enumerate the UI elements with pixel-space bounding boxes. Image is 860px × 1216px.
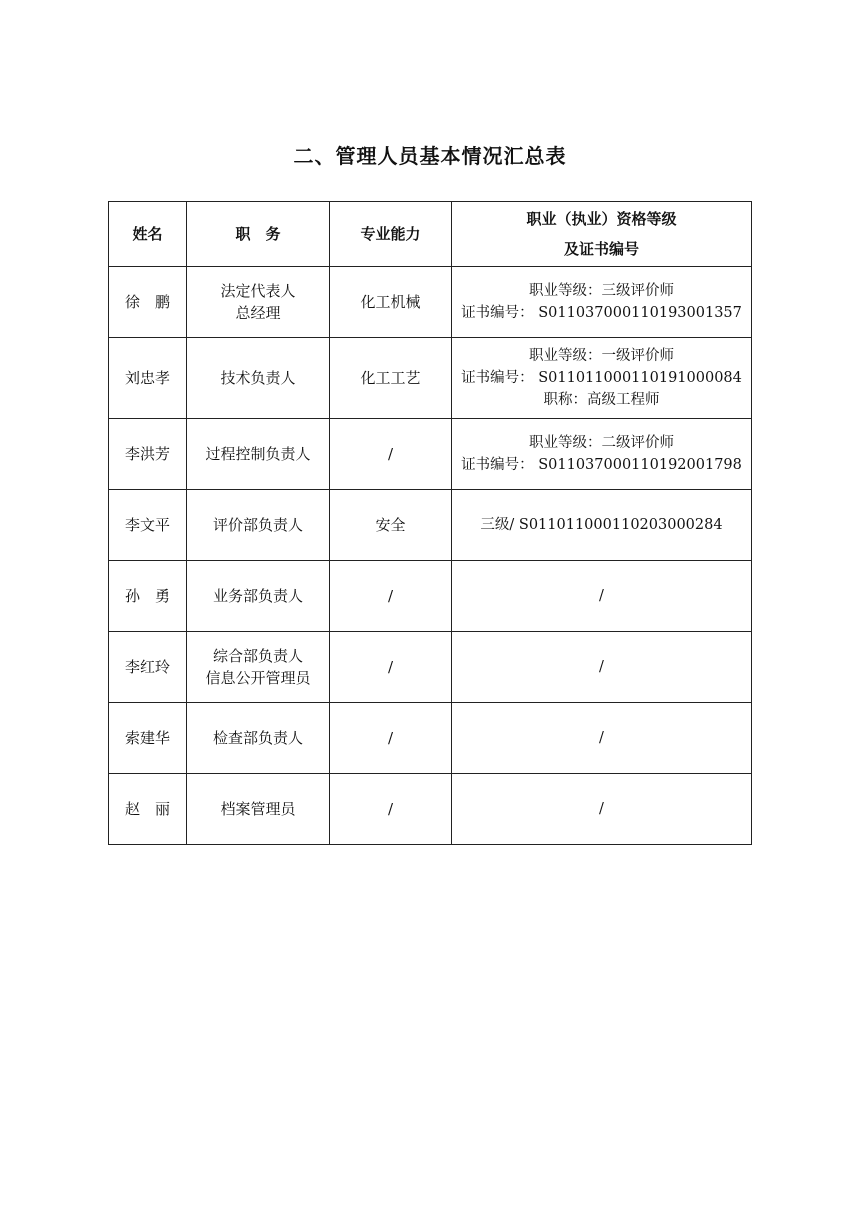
position-line: 业务部负责人 [212, 587, 303, 605]
cell-cert [452, 561, 752, 632]
position-line: 综合部负责人 [212, 647, 303, 665]
cell-name: 李红玲 [109, 632, 187, 703]
cert-line: 证书编号： S011037000110192001798 [461, 457, 742, 473]
cell-name: 徐 鹏 [109, 267, 187, 338]
cell-skill: / [330, 703, 452, 774]
cert-line: 职业等级：二级评价师 [529, 435, 674, 451]
position-line: 过程控制负责人 [205, 445, 311, 463]
position-line: 技术负责人 [220, 369, 296, 387]
cell-position [187, 632, 330, 703]
cell-skill: / [330, 419, 452, 490]
page-title: 二、管理人员基本情况汇总表 [293, 144, 567, 168]
cell-name: 索建华 [109, 703, 187, 774]
cell-skill: / [330, 774, 452, 845]
table-row [109, 419, 752, 490]
cell-skill: / [330, 632, 452, 703]
cell-position [187, 267, 330, 338]
cert-line: 职称：高级工程师 [543, 392, 660, 408]
table-row [109, 490, 752, 561]
cell-position [187, 561, 330, 632]
position-line: 检查部负责人 [212, 729, 303, 747]
header-skill: 专业能力 [330, 202, 452, 267]
cell-name: 刘忠孝 [109, 338, 187, 419]
cell-name: 孙 勇 [109, 561, 187, 632]
cell-cert [452, 267, 752, 338]
cell-cert [452, 632, 752, 703]
cell-name: 李洪芳 [109, 419, 187, 490]
header-cert [452, 202, 752, 267]
cell-position [187, 774, 330, 845]
cell-skill: 化工工艺 [330, 338, 452, 419]
cell-cert [452, 703, 752, 774]
table-row [109, 774, 752, 845]
cert-line: / [599, 801, 604, 817]
table-row [109, 632, 752, 703]
header-cert-line2: 及证书编号 [563, 240, 639, 258]
cell-name: 李文平 [109, 490, 187, 561]
position-line: 法定代表人 [220, 282, 296, 300]
cell-position [187, 703, 330, 774]
table-row [109, 561, 752, 632]
cert-line: 三级/ S011011000110203000284 [480, 517, 723, 533]
cert-line: / [599, 659, 604, 675]
position-line: 总经理 [235, 304, 281, 322]
table-header-row [109, 202, 752, 267]
position-line: 信息公开管理员 [205, 669, 311, 687]
table-row [109, 267, 752, 338]
staff-summary-table [108, 201, 752, 845]
cert-line: 证书编号： S011037000110193001357 [461, 305, 742, 321]
table-row [109, 703, 752, 774]
cell-skill: 化工机械 [330, 267, 452, 338]
table-row [109, 338, 752, 419]
header-name: 姓名 [109, 202, 187, 267]
cell-cert [452, 419, 752, 490]
cert-line: / [599, 730, 604, 746]
position-line: 评价部负责人 [212, 516, 303, 534]
cell-skill: / [330, 561, 452, 632]
header-position: 职 务 [187, 202, 330, 267]
cert-line: 证书编号： S011011000110191000084 [461, 370, 742, 386]
cert-line: 职业等级：三级评价师 [529, 283, 674, 299]
cell-position [187, 338, 330, 419]
cell-name: 赵 丽 [109, 774, 187, 845]
cell-position [187, 490, 330, 561]
cell-cert [452, 774, 752, 845]
cell-skill: 安全 [330, 490, 452, 561]
cell-position [187, 419, 330, 490]
cell-cert [452, 338, 752, 419]
cell-cert [452, 490, 752, 561]
position-line: 档案管理员 [220, 800, 296, 818]
cert-line: 职业等级：一级评价师 [529, 348, 674, 364]
cert-line: / [599, 588, 604, 604]
header-cert-line1: 职业（执业）资格等级 [526, 210, 677, 228]
